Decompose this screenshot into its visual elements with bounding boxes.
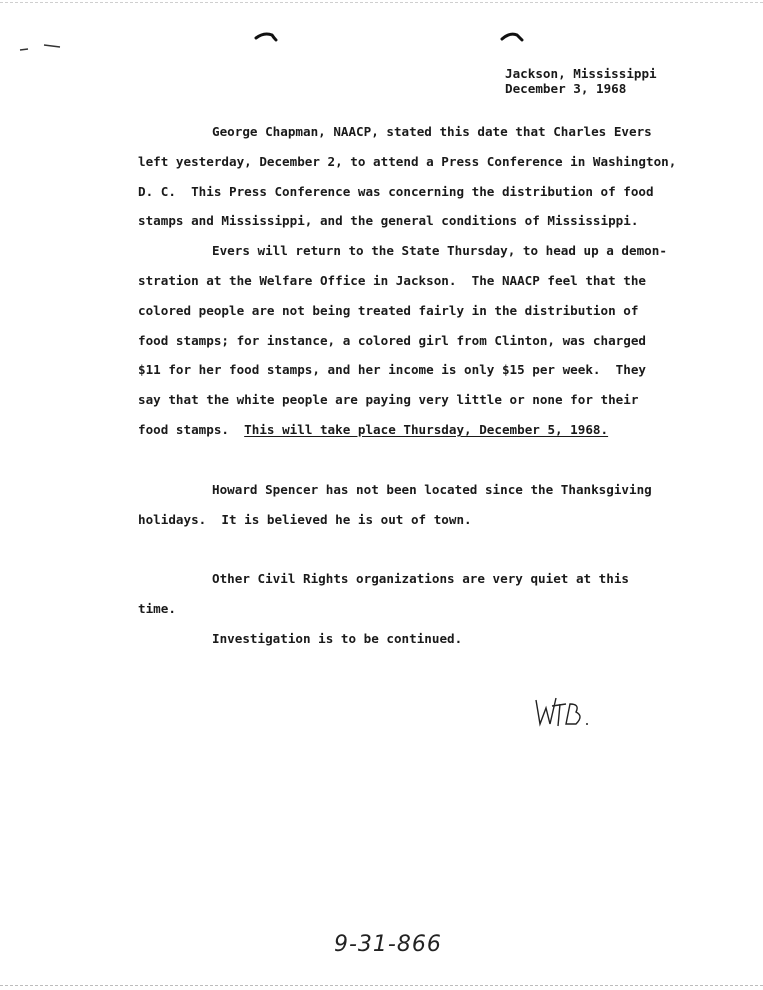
body-line: say that the white people are paying very little or none for their [138, 392, 639, 407]
header-location: Jackson, Mississippi [505, 66, 657, 81]
body-line: $11 for her food stamps, and her income is only $15 per week. They [138, 362, 646, 377]
punch-mark-1 [254, 30, 278, 44]
body-line: stamps and Mississippi, and the general conditions of Mississippi. [138, 213, 639, 228]
underlined-date-sentence: This will take place Thursday, December 5, 1968. [244, 422, 609, 437]
body-line: D. C. This Press Conference was concerning the distribution of food [138, 184, 654, 199]
body-line [138, 423, 608, 437]
punch-mark-2 [500, 30, 524, 44]
body-line: Other Civil Rights organizations are very quiet at this [212, 571, 630, 586]
body-line: George Chapman, NAACP, stated this date that Charles Evers [212, 124, 652, 139]
body-line: Howard Spencer has not been located since the Thanksgiving [212, 482, 652, 497]
top-scan-edge [0, 2, 763, 3]
scan-mark-left [18, 40, 62, 54]
body-line: stration at the Welfare Office in Jackson. The NAACP feel that the [138, 273, 646, 288]
body-text: food stamps. [138, 422, 245, 437]
body-line: holidays. It is believed he is out of town. [138, 512, 472, 527]
header-date: December 3, 1968 [505, 81, 627, 96]
body-line: left yesterday, December 2, to attend a Press Conference in Washington, [138, 154, 677, 169]
body-line: time. [138, 601, 176, 616]
body-line: food stamps; for instance, a colored girl from Clinton, was charged [138, 333, 646, 348]
body-line: Investigation is to be continued. [212, 631, 463, 646]
handwritten-initials-signature [532, 694, 592, 734]
body-line: Evers will return to the State Thursday, to head up a demon- [212, 243, 667, 258]
body-line: colored people are not being treated fairly in the distribution of [138, 303, 639, 318]
bottom-scan-edge [0, 985, 763, 986]
file-number-handwritten: 9-31-866 [334, 932, 442, 957]
